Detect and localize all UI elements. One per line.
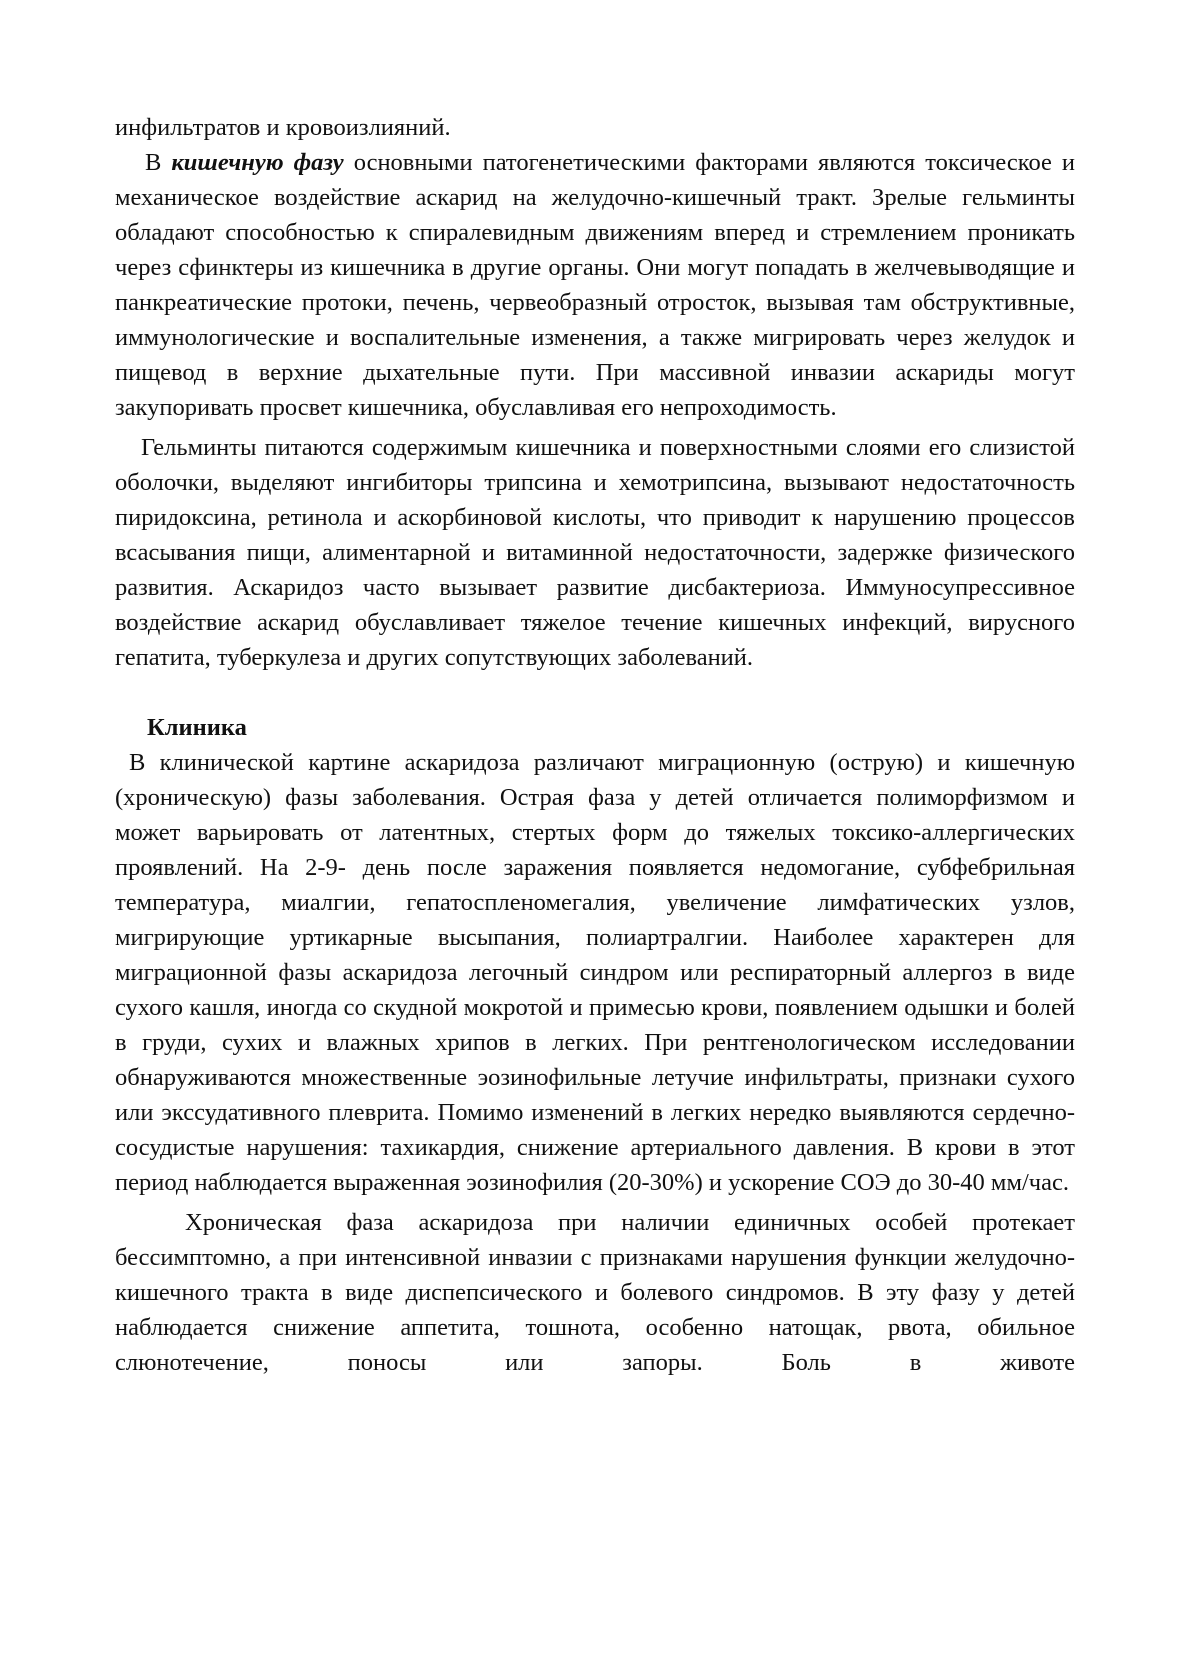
lead-fragment: инфильтратов и кровоизлияний. — [115, 114, 451, 141]
paragraph-clinical-picture: В клинической картине аскаридоза различают миграционную (острую) и кишечную (хроническую) фазы заболевания. Острая фаза у детей отличается полиморфизмом и может варьировать от латентных, стертых форм до тяжелых токсико-аллергических проявлений. На 2-9- день после заражения появляется недомогание, субфебрильная температура, миалгии, гепатоспленомегалия, увеличение лимфатических узлов, мигрирующие уртикарные высыпания, полиартралгии. Наиболее характерен для миграционной фазы аскаридоза легочный синдром или респираторный аллергоз в виде сухого кашля, иногда со скудной мокротой и примесью крови, появлением одышки и болей в груди, сухих и влажных хрипов в легких. При рентгенологическом исследовании обнаруживаются множественные эозинофильные летучие инфильтраты, признаки сухого или экссудативного плеврита. Помимо изменений в легких нередко выявляются сердечно-сосудистые нарушения: тахикардия, снижение артериального давления. В крови в этот период наблюдается выраженная эозинофилия (20-30%) и ускорение СОЭ до 30-40 мм/час. — [115, 749, 1075, 1196]
intestinal-prefix: В — [145, 149, 172, 176]
section-heading-clinic: Клиника — [147, 714, 247, 741]
paragraph-helminth-nutrition: Гельминты питаются содержимым кишечника и поверхностными слоями его слизистой оболочки, выделяют ингибиторы трипсина и хемотрипсина, вызывают недостаточность пиридоксина, ретинола и аскорбиновой кислоты, что приводит к нарушению процессов всасывания пищи, алиментарной и витаминной недостаточности, задержке физического развития. Аскаридоз часто вызывает развитие дисбактериоза. Иммуносупрессивное воздействие аскарид обуславливает тяжелое течение кишечных инфекций, вирусного гепатита, туберкулеза и других сопутствующих заболеваний. — [115, 434, 1075, 671]
paragraph-chronic-phase: Хроническая фаза аскаридоза при наличии единичных особей протекает бессимптомно, а при интенсивной инвазии с признаками нарушения функции желудочно-кишечного тракта в виде диспепсического и болевого синдромов. В эту фазу у детей наблюдается снижение аппетита, тошнота, особенно натощак, рвота, обильное слюнотечение, поносы или запоры. Боль в животе — [115, 1209, 1075, 1376]
intestinal-phase-emphasis: кишечную фазу — [171, 149, 344, 176]
document-body — [115, 110, 1075, 1380]
paragraph-intestinal-phase — [115, 145, 1075, 425]
intestinal-rest: основными патогенетическими факторами являются токсическое и механическое воздействие аскарид на желудочно-кишечный тракт. Зрелые гельминты обладают способностью к спиралевидным движениям вперед и стремлением проникать через сфинктеры из кишечника в другие органы. Они могут попадать в желчевыводящие и панкреатические протоки, печень, червеобразный отросток, вызывая там обструктивные, иммунологические и воспалительные изменения, а также мигрировать через желудок и пищевод в верхние дыхательные пути. При массивной инвазии аскариды могут закупоривать просвет кишечника, обуславливая его непроходимость. — [115, 149, 1076, 421]
